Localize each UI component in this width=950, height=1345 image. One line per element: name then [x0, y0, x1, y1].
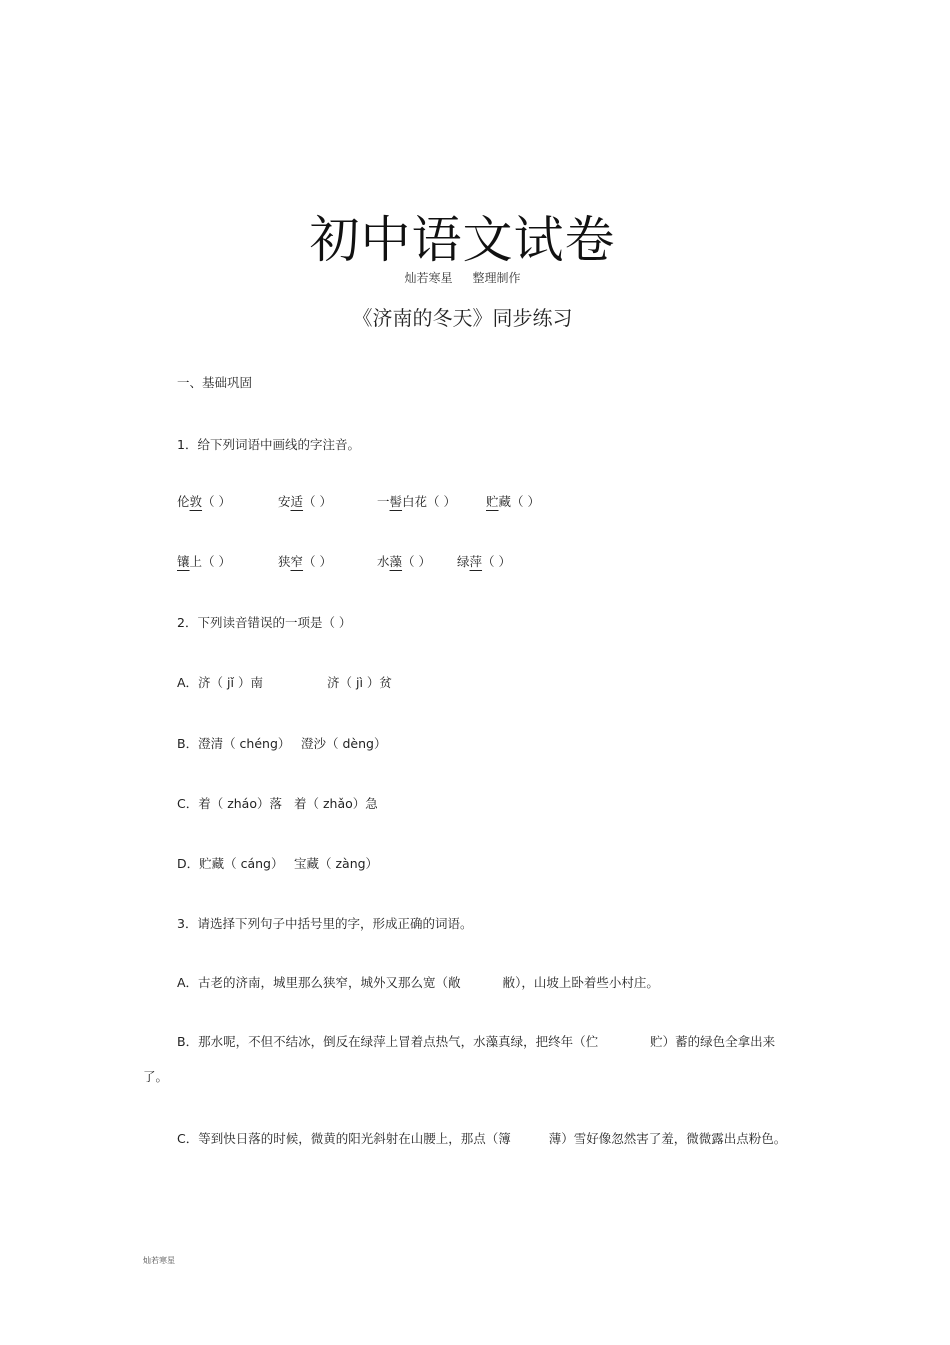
document-title: 初中语文试卷	[309, 211, 616, 269]
sentence-part: B．那水呢，不但不结冰，倒反在绿萍上冒着点热气，水藻真绿，把终年（伫	[177, 1034, 599, 1049]
sentence-part: 薄）雪好像忽然害了羞，微微露出点粉色。	[548, 1131, 787, 1146]
word-item: 镶上（ ）	[177, 554, 231, 569]
question-3-option-a	[177, 973, 659, 991]
option-part: C．着（ zháo）落	[177, 796, 282, 811]
option-part: 宝藏（ zàng）	[294, 856, 379, 871]
sentence-part: C．等到快日落的时候，微黄的阳光斜射在山腰上，那点（簿	[177, 1131, 511, 1146]
word-item: 狭窄（ ）	[278, 554, 333, 569]
lesson-title: 《济南的冬天》同步练习	[352, 306, 573, 330]
option-part: D．贮藏（ cáng）	[177, 856, 284, 871]
question-3-option-c	[143, 1121, 793, 1156]
section-heading: 一、基础巩固	[177, 375, 253, 390]
question-2-prompt: 2．下列读音错误的一项是（ ）	[177, 615, 352, 630]
option-part: A．济（ jǐ ）南	[177, 675, 263, 690]
word-item: 贮藏（ ）	[486, 494, 540, 509]
option-part: 澄沙（ dèng）	[301, 736, 387, 751]
sentence-part: 贮）蓄的绿色全拿出来了。	[143, 1034, 776, 1084]
word-item: 绿萍（ ）	[457, 554, 512, 569]
word-item: 安适（ ）	[278, 494, 333, 509]
page-footer: 灿若寒星	[143, 1256, 175, 1265]
question-3-prompt: 3．请选择下列句子中括号里的字，形成正确的词语。	[177, 916, 473, 931]
sentence-part: 敝），山坡上卧着些小村庄。	[502, 975, 659, 990]
document-subtitle	[0, 269, 925, 286]
word-item: 水藻（ ）	[377, 554, 432, 569]
sentence-part: A．古老的济南，城里那么狭窄，城外又那么宽（敞	[177, 975, 461, 990]
subtitle-note: 整理制作	[472, 271, 521, 285]
option-part: 济（ jì ）贫	[327, 675, 392, 690]
option-part: B．澄清（ chéng）	[177, 736, 291, 751]
question-3-option-b	[143, 1024, 793, 1094]
word-item: 伦敦（ ）	[177, 494, 232, 509]
word-item: 一髻白花（ ）	[377, 494, 457, 509]
subtitle-author: 灿若寒星	[404, 271, 453, 285]
question-1-prompt: 1．给下列词语中画线的字注音。	[177, 437, 360, 452]
option-part: 着（ zhǎo）急	[294, 796, 378, 811]
